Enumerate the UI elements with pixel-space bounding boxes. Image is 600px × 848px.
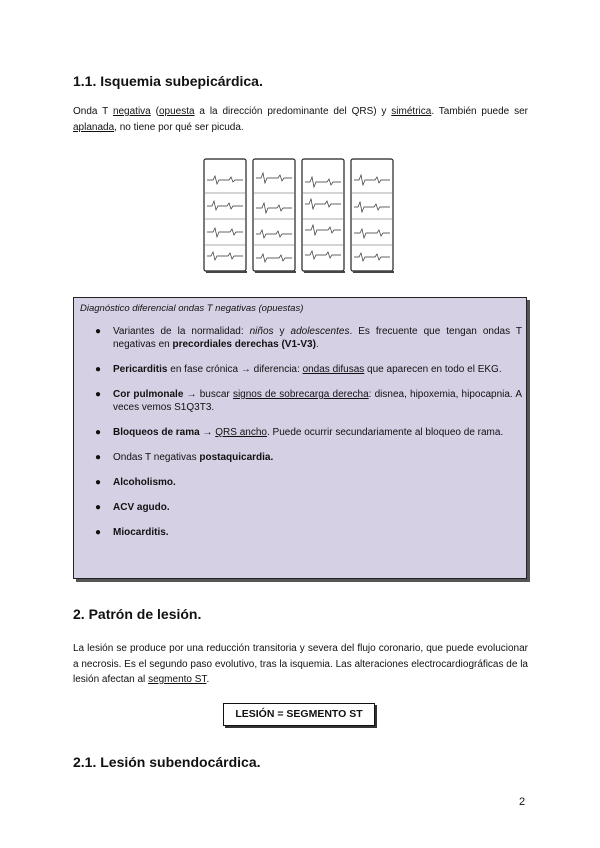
section-heading-1-1: 1.1. Isquemia subepicárdica. bbox=[73, 73, 263, 89]
text-run: , no tiene por qué ser picuda. bbox=[114, 121, 244, 133]
ecg-strip bbox=[253, 159, 295, 271]
list-item bbox=[82, 451, 522, 464]
text-run: . También puede ser bbox=[431, 106, 528, 117]
bullet-icon: ● bbox=[95, 389, 102, 400]
text-run: Variantes de la normalidad: bbox=[113, 326, 250, 337]
bold-term: Alcoholismo. bbox=[113, 477, 176, 488]
paragraph-isquemia bbox=[73, 104, 528, 135]
underlined-term: segmento ST bbox=[148, 674, 207, 685]
bold-term: Bloqueos de rama bbox=[113, 427, 200, 438]
bullet-icon: ● bbox=[95, 527, 102, 538]
text-run: . Es frecuente que tengan ondas T negativas en bbox=[113, 326, 522, 350]
underlined-term: ondas difusas bbox=[302, 364, 365, 375]
ecg-strip bbox=[204, 159, 246, 271]
text-run: a la dirección predominante del QRS) y bbox=[194, 106, 392, 117]
list-item bbox=[82, 476, 522, 489]
paragraph-lesion bbox=[73, 641, 528, 688]
bold-term: postaquicardia. bbox=[199, 452, 274, 463]
bullet-icon: ● bbox=[95, 477, 102, 488]
text-run: . Puede ocurrir secundariamente al bloqueo de rama. bbox=[266, 427, 504, 438]
underlined-term: QRS ancho bbox=[215, 427, 267, 438]
bullet-icon: ● bbox=[95, 452, 102, 463]
box-title: Diagnóstico diferencial ondas T negativas (opuestas) bbox=[80, 303, 304, 314]
bold-term: Pericarditis bbox=[113, 364, 168, 375]
underlined-term: simétrica bbox=[391, 106, 432, 117]
italic-term: adolescentes bbox=[290, 326, 350, 337]
underlined-term: opuesta bbox=[158, 106, 195, 117]
diagnosis-list bbox=[82, 325, 522, 551]
text-run: . bbox=[315, 339, 319, 350]
italic-term: niños bbox=[249, 326, 274, 337]
list-item bbox=[82, 325, 522, 351]
bold-term: precordiales derechas (V1-V3) bbox=[172, 339, 316, 350]
bold-term: Cor pulmonale bbox=[113, 389, 184, 400]
ecg-strips-image bbox=[203, 158, 397, 275]
ecg-photo-shadow bbox=[206, 271, 394, 273]
text-run: Onda T bbox=[73, 106, 113, 117]
ecg-strip bbox=[302, 159, 344, 271]
text-run: : disnea, hipoxemia, hipocapnia. A veces vemos S1Q3T3. bbox=[113, 389, 522, 413]
page-number: 2 bbox=[519, 796, 526, 808]
differential-diagnosis-box bbox=[73, 297, 527, 579]
text-run: y bbox=[273, 326, 291, 337]
text-run: que aparecen en todo el EKG. bbox=[364, 364, 502, 375]
text-run: → bbox=[199, 427, 216, 438]
bold-term: Miocarditis. bbox=[113, 527, 169, 538]
list-item bbox=[82, 501, 522, 514]
section-heading-2: 2. Patrón de lesión. bbox=[73, 606, 202, 622]
list-item bbox=[82, 526, 522, 539]
text-run: ( bbox=[150, 106, 159, 117]
bullet-icon: ● bbox=[95, 364, 102, 375]
ecg-figure bbox=[203, 158, 397, 275]
text-run: Ondas T negativas bbox=[113, 452, 200, 463]
text-run: en fase crónica → diferencia: bbox=[167, 364, 303, 375]
underlined-term: negativa bbox=[112, 106, 151, 117]
lesion-equation-box: LESIÓN = SEGMENTO ST bbox=[223, 703, 375, 726]
underlined-term: signos de sobrecarga derecha bbox=[232, 389, 369, 400]
text-run: . bbox=[206, 674, 210, 685]
text-run: → buscar bbox=[183, 389, 233, 400]
bullet-icon: ● bbox=[95, 427, 102, 438]
bold-term: ACV agudo. bbox=[113, 502, 170, 513]
list-item bbox=[82, 363, 522, 376]
section-heading-2-1: 2.1. Lesión subendocárdica. bbox=[73, 754, 261, 770]
list-item bbox=[82, 388, 522, 414]
text-run: La lesión se produce por una reducción transitoria y severa del flujo coronario, que puede evolucionar a necrosis. Es el segundo paso evolutivo, tras la isquemia. Las alteraciones electrocardiográficas de la lesión afectan al bbox=[73, 643, 528, 685]
ecg-strip bbox=[351, 159, 393, 271]
underlined-term: aplanada bbox=[73, 121, 115, 133]
bullet-icon: ● bbox=[95, 326, 102, 337]
list-item bbox=[82, 426, 522, 439]
bullet-icon: ● bbox=[95, 502, 102, 513]
